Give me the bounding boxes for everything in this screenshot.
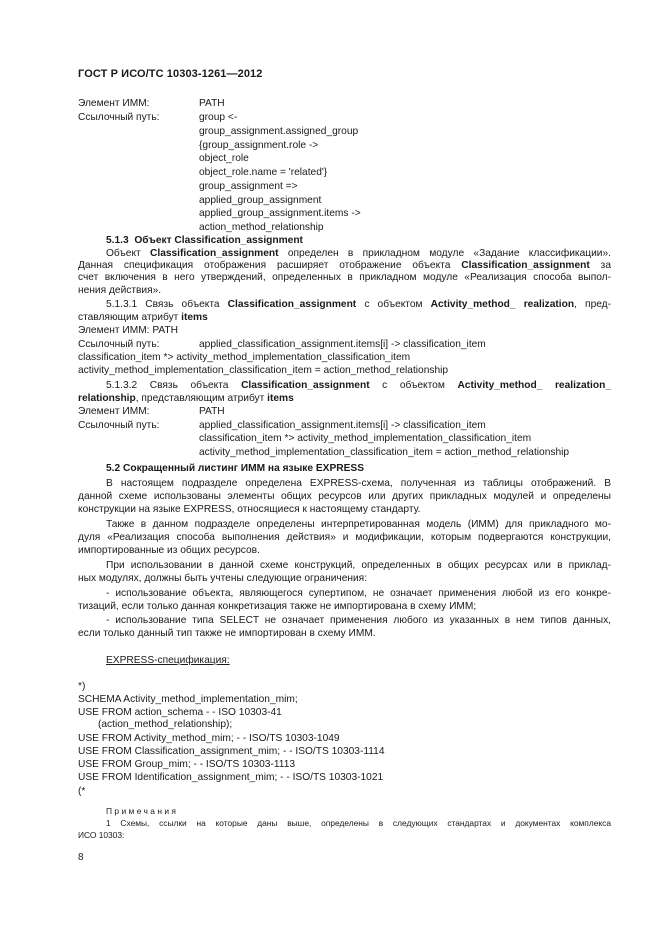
code-line: *) — [78, 681, 86, 692]
code-line: (* — [78, 786, 86, 797]
label-element: Элемент ИММ: — [78, 406, 150, 417]
ref-line: classification_item *> activity_method_implementation_classification_item — [199, 433, 532, 444]
ref-line: classification_item *> activity_method_implementation_classification_item — [78, 352, 411, 363]
ref-line: activity_method_implementation_classification_item = action_method_relationship — [78, 365, 449, 376]
code-line: USE FROM Classification_assignment_mim; - - ISO/TS 10303-1114 — [78, 746, 385, 757]
code-line: SCHEMA Activity_method_implementation_mim; — [78, 694, 298, 705]
ref-line: applied_group_assignment — [199, 195, 322, 206]
paragraph-line: дуля «Реализация способа выполнения действия» и модификации, которым подвергаются конструкции, — [78, 532, 611, 543]
ref-line: applied_classification_assignment.items[i] -> classification_item — [199, 339, 486, 350]
ref-line: activity_method_implementation_classification_item = action_method_relationship — [199, 447, 570, 458]
paragraph-line: конструкции на языке EXPRESS, относящиеся к настоящему стандарту. — [78, 504, 421, 515]
label-ref-path: Ссылочный путь: — [78, 112, 160, 123]
subsection-line: relationship, представляющим атрибут items — [78, 393, 294, 404]
section-heading: 5.1.3 Объект Classification_assignment — [106, 235, 303, 246]
code-line: USE FROM Identification_assignment_mim; - - ISO/TS 10303-1021 — [78, 772, 384, 783]
list-item-line: - использование типа SELECT не означает применения любого из указанных в нем типов данных, — [106, 615, 611, 626]
paragraph-line: Данная спецификация отображения расширяет отображение объекта Classification_assignment за — [78, 260, 611, 271]
code-line: USE FROM action_schema - - ISO 10303-41 — [78, 707, 282, 718]
list-item-line: - использование объекта, являющегося супертипом, не означает применения любой из его конкре- — [106, 588, 611, 599]
ref-line: {group_assignment.role -> — [199, 140, 319, 151]
paragraph-line: импортированные из общих ресурсов. — [78, 545, 260, 556]
document-header: ГОСТ Р ИСО/ТС 10303-1261—2012 — [78, 68, 263, 80]
subsection-line: ставляющим атрибут items — [78, 312, 208, 323]
paragraph-line: данной схеме использованы элементы общих ресурсов или других прикладных модулей и определены — [78, 491, 611, 502]
section-heading: 5.2 Сокращенный листинг ИММ на языке EXPRESS — [106, 463, 365, 474]
ref-line: group_assignment => — [199, 181, 298, 192]
subsection-line: 5.1.3.1 Связь объекта Classification_assignment с объектом Activity_method_ realization, пред- — [106, 299, 612, 310]
ref-line: object_role — [199, 153, 249, 164]
value-element: PATH — [199, 98, 225, 109]
ref-line: applied_group_assignment.items -> — [199, 208, 361, 219]
list-item-line: если только данный тип также не импортирован в схему ИММ. — [78, 628, 376, 639]
ref-line: action_method_relationship — [199, 222, 324, 233]
paragraph-line: Объект Classification_assignment определен в прикладном модуле «Задание классификации». — [106, 248, 611, 259]
note-line: ИСО 10303: — [78, 830, 125, 840]
ref-line: object_role.name = 'related'} — [199, 167, 328, 178]
label-ref-path: Ссылочный путь: — [78, 339, 160, 350]
note-label: Примечания — [106, 806, 179, 816]
code-line: USE FROM Group_mim; - - ISO/TS 10303-1113 — [78, 759, 296, 770]
label-element: Элемент ИММ: — [78, 98, 150, 109]
paragraph-line: ных модулях, должны быть учтены следующие ограничения: — [78, 573, 368, 584]
note-line: 1 Схемы, ссылки на которые даны выше, определены в следующих стандартах и документах комплекса — [106, 818, 611, 828]
paragraph-line: нения действия». — [78, 285, 162, 296]
subsection-line: 5.1.3.2 Связь объекта Classification_assignment с объектом Activity_method_ realization_ — [106, 380, 611, 391]
code-line: (action_method_relationship); — [98, 719, 233, 730]
list-item-line: тизаций, если только данная конкретизация также не импортирована в схему ИММ; — [78, 601, 477, 612]
paragraph-line: При использовании в данной схеме конструкций, определенных в общих ресурсах или в приклад- — [106, 560, 611, 571]
code-line: USE FROM Activity_method_mim; - - ISO/TS 10303-1049 — [78, 733, 340, 744]
paragraph-line: В настоящем подразделе определена EXPRESS-схема, полученная из таблицы отображений. В — [106, 478, 611, 489]
ref-line: group <- — [199, 112, 238, 123]
express-heading: EXPRESS-спецификация: — [106, 655, 230, 666]
element-path: Элемент ИММ: PATH — [78, 325, 178, 336]
paragraph-line: Также в данном подразделе определены интерпретированная модель (ИММ) для прикладного мо- — [106, 519, 611, 530]
value-element: PATH — [199, 406, 225, 417]
paragraph-line: счет включения в него утверждений, определенных в прикладном модуле «Реализация способа выпол- — [78, 272, 611, 283]
page-number: 8 — [78, 852, 84, 863]
ref-line: group_assignment.assigned_group — [199, 126, 359, 137]
ref-line: applied_classification_assignment.items[i] -> classification_item — [199, 420, 486, 431]
label-ref-path: Ссылочный путь: — [78, 420, 160, 431]
